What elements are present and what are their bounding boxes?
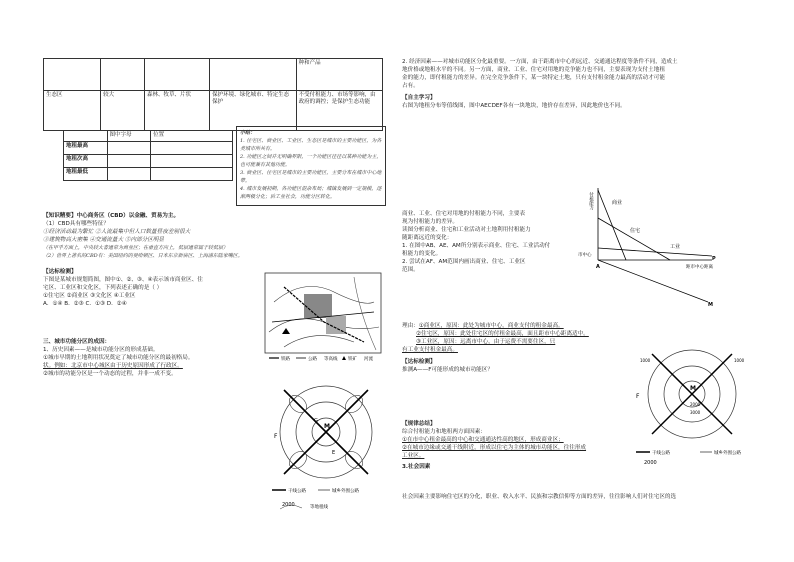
self-study-line: 右图为地租分布等值线图，图中AECDEF各有一块地块，地价存在差异，因此地价也不同。	[402, 103, 626, 109]
legend-mine-icon	[342, 356, 346, 360]
summary-line: 1. 住宅区、商业区、工业区、生态区是城市的主要功能区，为各类城市所共有。	[240, 138, 382, 152]
causes-section	[43, 338, 273, 378]
table-cell: 不受付租能力、市场等影响，由政府的调控；是保护生态功能	[296, 91, 382, 131]
reasons-section	[402, 322, 652, 374]
table-row-label: 地租次高	[64, 155, 108, 168]
legend-isoline: 等地租线	[310, 505, 328, 510]
industry-label: 工业	[670, 244, 681, 250]
legend-outer: 城乡外围公路	[332, 489, 359, 494]
bid-line: 范围。	[402, 267, 419, 273]
causes-line: ②城市的功能分区是一个动态的过程，并非一成不变。	[43, 371, 177, 377]
ring-number: 3000	[690, 410, 701, 415]
residence-label: 住宅	[630, 228, 641, 234]
ring-number: 1000	[640, 358, 651, 363]
cbd-answer: ①经济活动最为繁忙 ②人流最集中但人口数量昼夜差别很大	[43, 229, 191, 235]
bid-line: 1. 在图中AB、AE、AM所分别表示商业、住宅、工业活动付	[402, 243, 551, 249]
bid-line: 商业、工业、住宅对用地的付租能力不同，主要表	[402, 211, 526, 217]
cbd-heading: 【知识精要】中心商务区（CBD）以金融、贸易为主。	[43, 213, 180, 219]
ring-number: 1000	[734, 358, 745, 363]
table-row-label: 地租最低	[64, 168, 108, 181]
ring-number: 2000	[690, 402, 701, 407]
causes-line: 状。例如：北京市中心城区由于历史原因形成了行政区。	[43, 363, 183, 369]
rule-line: ①在市中心租金最高的中心和交通通达性高的地区，形成商业区；	[402, 437, 564, 443]
summary-title: 小结：	[240, 130, 256, 136]
reason-line: ①商业区，原因：此处为城市中心，商业支付的租金最高。	[418, 323, 564, 329]
rent-location-table	[63, 130, 233, 181]
economic-line: 占有。	[402, 83, 419, 89]
zone-block	[304, 294, 332, 318]
table-row-label: 生态区	[44, 91, 101, 131]
bid-line: 租能力的变化。	[402, 251, 442, 257]
causes-line: 1、历史因素——是城市功能分区的形成基础。	[43, 347, 159, 353]
x-axis-right-label: 距市中心距离	[686, 265, 713, 270]
reason-tail: 有工业支付租金最高。	[402, 347, 458, 353]
rent-ring-diagram	[270, 382, 382, 514]
check-options: A．①④ B．②③ C．①③ D．②④	[43, 301, 127, 307]
contour-number: 2000	[282, 502, 295, 508]
bid-line: 随距离远近的变化：	[402, 235, 453, 241]
reason-label: 理由：	[402, 323, 419, 329]
bid-line: 2. 尝试在AF、AM范围内画出商业、住宅、工业区	[402, 259, 526, 265]
legend-contour: 等高线	[324, 357, 338, 362]
city-plan-map	[264, 272, 382, 362]
check-section	[43, 268, 253, 308]
point-m: M	[708, 302, 713, 308]
social-section	[402, 493, 774, 501]
rent-ring-diagram-right	[630, 346, 760, 466]
table-row-label: 地租最高	[64, 142, 108, 155]
table-cell: 森林、牧草、片状	[145, 91, 210, 131]
social-heading: 3.社会因素	[402, 464, 431, 470]
x-axis-left-label: 市中心	[578, 253, 592, 258]
summary-line: 2. 功能区之间并无明确界限，一个功能区往往以某种功能为主，也可能兼有其他功能。	[240, 154, 382, 168]
legend-road: 公路	[308, 357, 317, 362]
point-label: F	[274, 433, 278, 440]
table-cell: 较大	[101, 91, 145, 131]
cbd-answer: （2）世界上著名的CBD有：美国纽约的曼哈顿区、日本东京新宿区、上海浦东陆家嘴区。	[43, 253, 243, 259]
legend-mine: 铁矿	[348, 357, 357, 362]
rule-line: 工业区。	[402, 453, 425, 459]
summary-box	[236, 126, 386, 206]
bid-line: 读图分析商业、住宅和工业活动对土地利用付租能力	[402, 227, 531, 233]
economic-line: 地价格或地租水平的不同。另一方面，商业、工业、住宅对用地的竞争能力也不同，主要表现为支付土地租	[402, 67, 665, 73]
commerce-label: 商业	[612, 200, 623, 206]
cbd-answer: ③建筑物高大密集 ④交通流量大 ⑤内部分区明显	[43, 237, 165, 243]
cbd-answer: （在甲乎方面上，中央较大者通常为商业区；在垂直方向上，低层通常属于较低层）	[43, 245, 229, 251]
reason-line: ③工业区，原因：远离市中心，由于运费不需要住区，只	[416, 339, 556, 345]
check-text: 宅区、工业区和文化区，下列表述正确的是（ ）	[43, 285, 163, 291]
table-header: 图中字母	[107, 131, 151, 142]
rule-heading: 【规律总结】	[402, 421, 436, 427]
legend-outer: 城乡外围公路	[714, 451, 741, 456]
legend-railway: 铁路	[281, 357, 290, 362]
summary-line: 4. 城市发展初期，各功能区混杂布局；城镇发展到一定规模，逐渐两极分化；后工业社会，功能分区转化。	[240, 186, 382, 200]
point-label: E	[332, 450, 336, 456]
y-axis-label: 付租能力	[588, 192, 594, 210]
social-line: 社会因素主要影响住宅区的分化，职业、收入水平、民族和宗教信仰等方面的差异，往往影响人们对住宅区的选	[402, 494, 677, 500]
residence-line	[598, 218, 670, 260]
contour-number: 2000	[644, 460, 657, 466]
legend-river: 河流	[364, 357, 373, 362]
reason-line: ②住宅区，原因：此处住宅区的付租金最高，面且距市中心距离适中。	[416, 331, 589, 337]
self-study-heading: 【自主学习】	[402, 95, 436, 101]
economic-line: 金的能力，即付租能力的差异。在完全竞争条件下，某一块特定土地，只有支付租金能力最高的活动才可能	[402, 75, 665, 81]
causes-heading: 三、城市功能分区的成因：	[43, 339, 111, 345]
check-text: 下图是某城市规划简图，图中①、②、③、④表示该市商业区、住	[43, 277, 203, 283]
industry-line	[598, 248, 712, 256]
functional-zone-table	[43, 58, 383, 131]
cbd-section	[43, 212, 373, 260]
legend-trunk: 干线公路	[288, 489, 306, 494]
point-label: G	[314, 418, 318, 424]
summary-line: 3. 商业区、住宅区是城市的主要功能区，主要分布在城市中心地带。	[240, 170, 382, 184]
check-heading: 【达标检测】	[43, 269, 77, 275]
point-p: P	[712, 256, 716, 262]
point-label: F	[636, 393, 640, 400]
causes-line: ①城市早期的土地利用状况奠定了城市功能分区的最初格局。	[43, 355, 194, 361]
economic-title: 2. 经济因素——对城市功能区分化最重要。一方面，由于距离市中心的远近、交通通达程度等条件不同，造成土	[402, 59, 678, 65]
bid-line: 现为付租能力的差异。	[402, 219, 458, 225]
rule-line: ②在城市边缘或交通干线附近，形成以住宅为主体的城市功能区，往往形成	[402, 445, 587, 451]
economic-section	[402, 58, 762, 110]
check-text: ①住宅区 ②商业区 ③文化区 ④工业区	[43, 293, 136, 299]
bid-rent-graph	[578, 182, 730, 310]
rule-line: 综合付租能力和地租两方面因素：	[402, 429, 486, 435]
point-label: M	[324, 423, 330, 430]
table-cell: 保护环境、绿化城市、特定生态保护	[210, 91, 296, 131]
cbd-question: （1）CBD具有哪些特征？	[43, 221, 109, 227]
point-label: M	[690, 385, 696, 392]
check-question: 推测A——F可能形成的城市功能区？	[402, 367, 493, 373]
table-header: 位置	[151, 131, 233, 142]
bid-rent-section	[402, 210, 592, 274]
trunk-highway	[284, 390, 368, 474]
legend-trunk: 干线公路	[652, 451, 670, 456]
point-a: A	[596, 264, 600, 270]
table-header-cell: 种和产品	[296, 59, 382, 91]
check-heading: 【达标检测】	[402, 359, 436, 365]
rule-section	[402, 420, 632, 471]
